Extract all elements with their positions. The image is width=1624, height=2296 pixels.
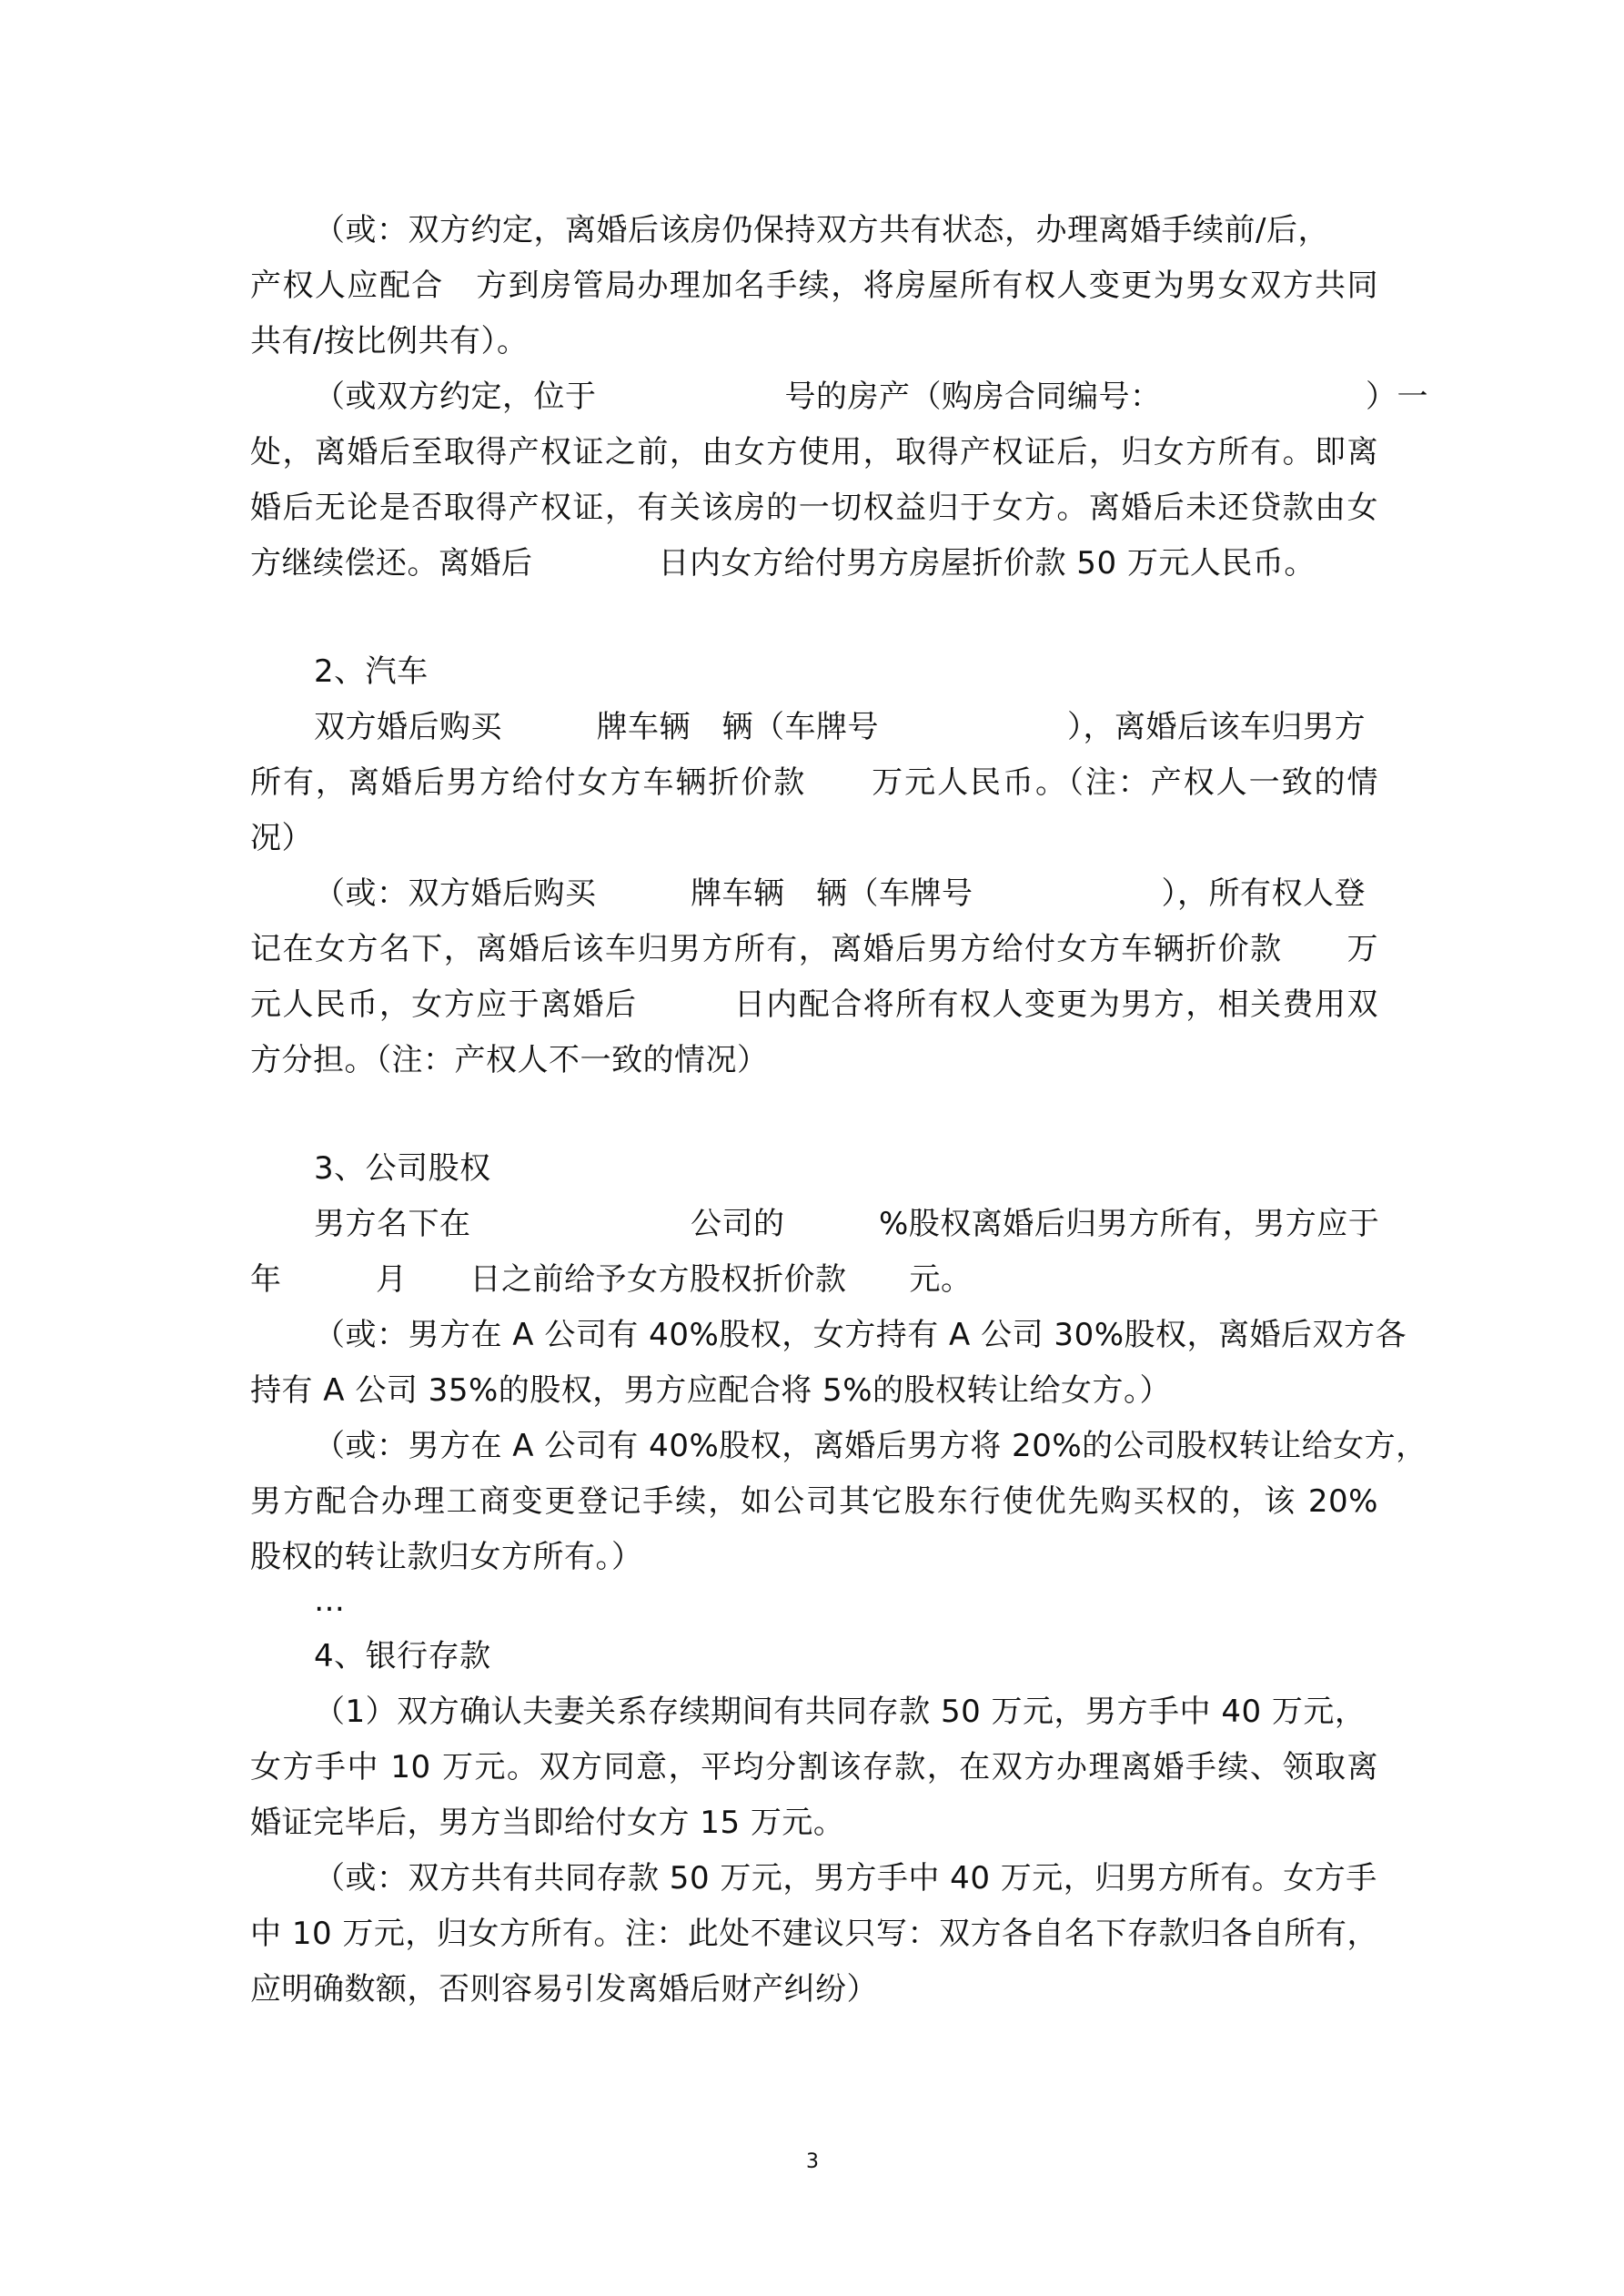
text-line: 婚后无论是否取得产权证，有关该房的一切权益归于女方。离婚后未还贷款由女 [250, 490, 1378, 526]
text-line: 处，离婚后至取得产权证之前，由女方使用，取得产权证后，归女方所有。即离 [250, 434, 1378, 470]
section-heading: 3、公司股权 [314, 1150, 491, 1187]
text-line: 女方手中 10 万元。双方同意，平均分割该存款，在双方办理离婚手续、领取离 [250, 1749, 1378, 1785]
text-line: （或：双方约定，离婚后该房仍保持双方共有状态，办理离婚手续前/后， [314, 212, 1329, 248]
text-line: 年 月 日之前给予女方股权折价款 元。 [250, 1261, 973, 1298]
section-heading: 2、汽车 [314, 653, 429, 690]
text-line: 所有，离婚后男方给付女方车辆折价款 万元人民币。（注：产权人一致的情 [250, 764, 1378, 801]
text-line: 方分担。（注：产权人不一致的情况） [250, 1042, 769, 1078]
text-line: （或：男方在 A 公司有 40%股权，女方持有 A 公司 30%股权，离婚后双方各 [314, 1317, 1407, 1353]
text-line: 双方婚后购买 牌车辆 辆（车牌号 ），离婚后该车归男方 [314, 709, 1366, 745]
text-line: 股权的转让款归女方所有。） [250, 1539, 643, 1575]
text-line: 元人民币，女方应于离婚后 日内配合将所有权人变更为男方，相关费用双 [250, 986, 1378, 1023]
text-line: 男方配合办理工商变更登记手续，如公司其它股东行使优先购买权的，该 20% [250, 1483, 1378, 1520]
text-line: 持有 A 公司 35%的股权，男方应配合将 5%的股权转让给女方。） [250, 1372, 1171, 1409]
text-line: 婚证完毕后，男方当即给付女方 15 万元。 [250, 1805, 845, 1841]
text-line: （1）双方确认夫妻关系存续期间有共同存款 50 万元，男方手中 40 万元， [314, 1694, 1367, 1730]
text-line: （或双方约定，位于 号的房产（购房合同编号： ）一 [314, 379, 1428, 415]
page-number: 3 [806, 2150, 819, 2173]
ellipsis: … [314, 1583, 346, 1619]
text-line: 共有/按比例共有）。 [250, 323, 529, 359]
text-line: 记在女方名下，离婚后该车归男方所有，离婚后男方给付女方车辆折价款 万 [250, 931, 1378, 967]
text-line: 况） [250, 820, 313, 856]
text-line: 应明确数额，否则容易引发离婚后财产纠纷） [250, 1971, 878, 2008]
text-line: （或：双方共有共同存款 50 万元，男方手中 40 万元，归男方所有。女方手 [314, 1860, 1377, 1896]
section-heading: 4、银行存款 [314, 1638, 491, 1674]
text-line: 男方名下在 公司的 %股权离婚后归男方所有，男方应于 [314, 1206, 1380, 1242]
text-line: （或：双方婚后购买 牌车辆 辆（车牌号 ），所有权人登 [314, 875, 1366, 912]
text-line: （或：男方在 A 公司有 40%股权，离婚后男方将 20%的公司股权转让给女方， [314, 1428, 1427, 1464]
text-line: 产权人应配合 方到房管局办理加名手续，将房屋所有权人变更为男女双方共同 [250, 268, 1378, 304]
text-line: 方继续偿还。离婚后 日内女方给付男方房屋折价款 50 万元人民币。 [250, 545, 1316, 582]
text-line: 中 10 万元，归女方所有。注：此处不建议只写：双方各自名下存款归各自所有， [250, 1916, 1378, 1952]
